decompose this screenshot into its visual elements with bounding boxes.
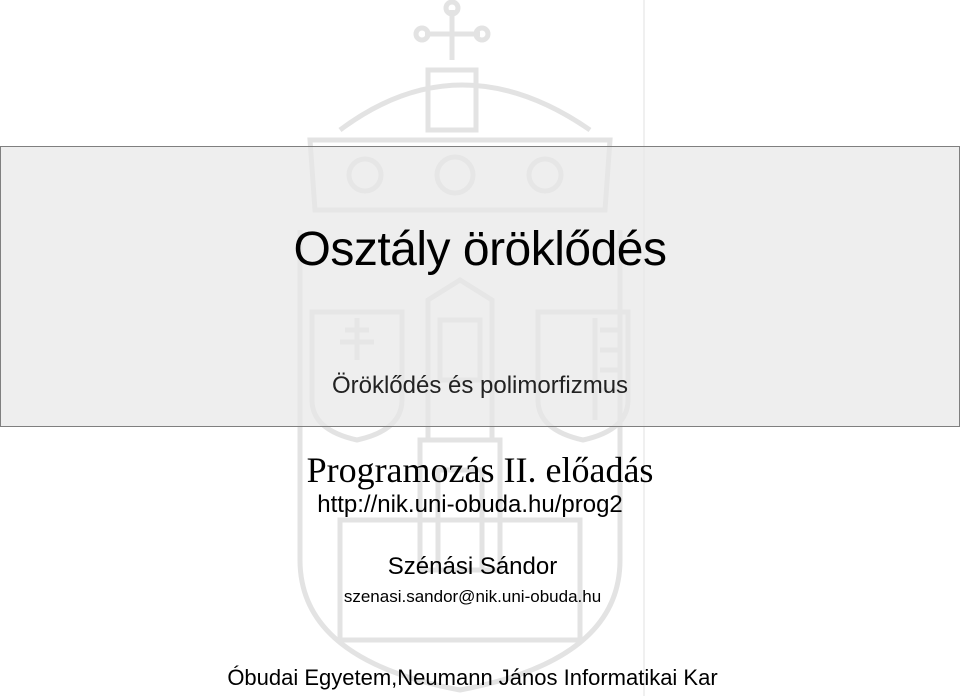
- course-name: Programozás II. előadás: [306, 450, 654, 490]
- course-url: http://nik.uni-obuda.hu/prog2: [317, 491, 623, 518]
- author-name: Szénási Sándor: [387, 553, 558, 580]
- slide-title: Osztály öröklődés: [293, 223, 667, 276]
- institution-name: Óbudai Egyetem,Neumann János Informatikai Kar: [227, 665, 718, 690]
- author-email: szenasi.sandor@nik.uni-obuda.hu: [343, 587, 602, 606]
- slide-subtitle: Öröklődés és polimorfizmus: [331, 372, 629, 399]
